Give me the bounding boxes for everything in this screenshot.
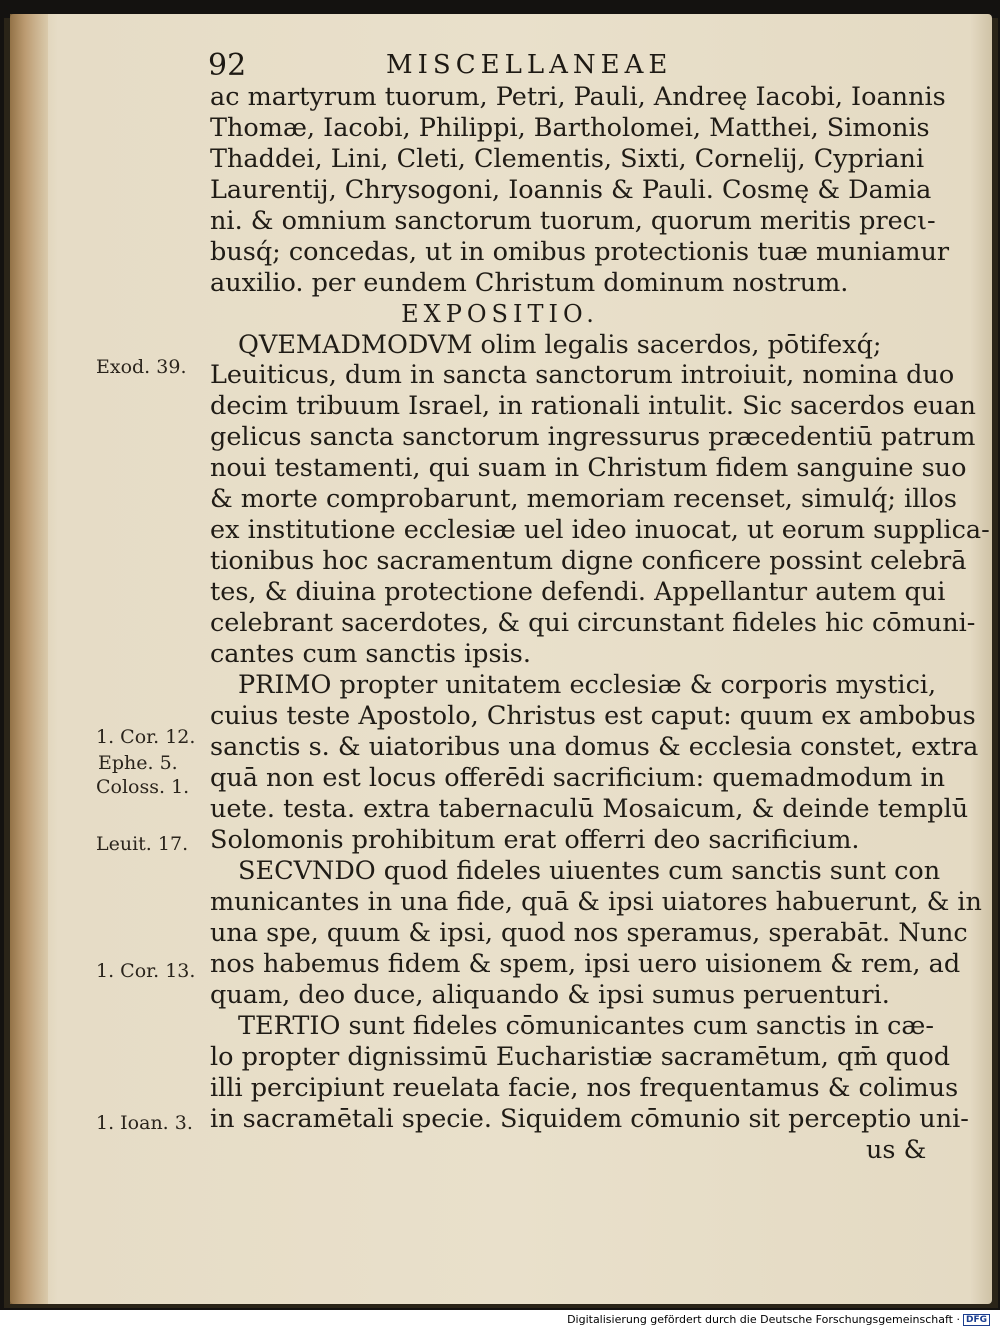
margin-note: 1. Cor. 12.	[96, 726, 196, 748]
catchword: us &	[866, 1135, 927, 1165]
text-line: SECVNDO quod fideles uiuentes cum sanctis sunt con	[238, 856, 941, 886]
text-line: PRIMO propter unitatem ecclesiæ & corporis mystici,	[238, 670, 937, 700]
text-line: in sacramētali specie. Siquidem cōmunio sit perceptio uni-	[210, 1104, 969, 1134]
text-line: cuius teste Apostolo, Christus est caput: quum ex ambobus	[210, 701, 976, 731]
text-line: celebrant sacerdotes, & qui circunstant fideles hic cōmuni-	[210, 608, 976, 638]
text-line: ni. & omnium sanctorum tuorum, quorum meritis precι-	[210, 206, 936, 236]
text-line: nos habemus fidem & spem, ipsi uero uisionem & rem, ad	[210, 949, 961, 979]
text-line: tes, & diuina protectione defendi. Appellantur autem qui	[210, 577, 946, 607]
text-line: & morte comprobarunt, memoriam recenset, simulq́; illos	[210, 484, 957, 514]
margin-note: Exod. 39.	[96, 356, 187, 378]
page-edge	[10, 14, 48, 1304]
text-line: quā non est locus offerēdi sacrificium: quemadmodum in	[210, 763, 946, 793]
text-line: cantes cum sanctis ipsis.	[210, 639, 531, 669]
text-line: uete. testa. extra tabernaculū Mosaicum, & deinde templū	[210, 794, 969, 824]
credit-text: Digitalisierung gefördert durch die Deutsche Forschungsgemeinschaft ·	[567, 1313, 960, 1326]
text-line: sanctis s. & uiatoribus una domus & ecclesia constet, extra	[210, 732, 979, 762]
margin-note: Leuit. 17.	[96, 833, 189, 855]
text-line: noui testamenti, qui suam in Christum fidem sanguine suo	[210, 453, 967, 483]
text-line: ac martyrum tuorum, Petri, Pauli, Andreę Iacobi, Ioannis	[210, 82, 946, 112]
page-number: 92	[208, 48, 247, 83]
text-line: busq́; concedas, ut in omibus protectionis tuæ muniamur	[210, 237, 950, 267]
dfg-logo: DFG	[963, 1314, 990, 1326]
text-line: Leuiticus, dum in sancta sanctorum introiuit, nomina duo	[210, 360, 955, 390]
text-line: Solomonis prohibitum erat offerri deo sacrificium.	[210, 825, 860, 855]
text-line: Thomæ, Iacobi, Philippi, Bartholomei, Matthei, Simonis	[210, 113, 930, 143]
text-line: lo propter dignissimū Eucharistiæ sacramētum, qm̄ quod	[210, 1042, 951, 1072]
text-line: Thaddei, Lini, Cleti, Clementis, Sixti, Cornelij, Cypriani	[210, 144, 925, 174]
text-line: decim tribuum Israel, in rationali intulit. Sic sacerdos euan	[210, 391, 976, 421]
text-line: illi percipiunt reuelata facie, nos frequentamus & colimus	[210, 1073, 959, 1103]
section-heading: EXPOSITIO.	[401, 300, 599, 328]
margin-note: Ephe. 5.	[98, 752, 178, 774]
text-line: tionibus hoc sacramentum digne conficere possint celebrā	[210, 546, 967, 576]
text-line: TERTIO sunt fideles cōmunicantes cum sanctis in cæ-	[238, 1011, 934, 1041]
text-line: municantes in una fide, quā & ipsi uiatores habuerunt, & in	[210, 887, 982, 917]
text-line: una spe, quum & ipsi, quod nos speramus, sperabāt. Nunc	[210, 918, 968, 948]
margin-note: 1. Cor. 13.	[96, 960, 196, 982]
text-line: Laurentij, Chrysogoni, Ioannis & Pauli. Cosmę & Damia	[210, 175, 932, 205]
text-line: ex institutione ecclesiæ uel ideo inuocat, ut eorum supplica-	[210, 515, 990, 545]
digitization-credit	[567, 1313, 990, 1326]
text-line: auxilio. per eundem Christum dominum nostrum.	[210, 268, 849, 298]
margin-note: Coloss. 1.	[96, 776, 190, 798]
text-line: quam, deo duce, aliquando & ipsi sumus peruenturi.	[210, 980, 890, 1010]
running-title: MISCELLANEAE	[386, 50, 673, 80]
text-line: gelicus sancta sanctorum ingressurus præcedentiū patrum	[210, 422, 976, 452]
margin-note: 1. Ioan. 3.	[96, 1112, 193, 1134]
text-line: QVEMADMODVM olim legalis sacerdos, pōtifexq́;	[238, 330, 882, 360]
